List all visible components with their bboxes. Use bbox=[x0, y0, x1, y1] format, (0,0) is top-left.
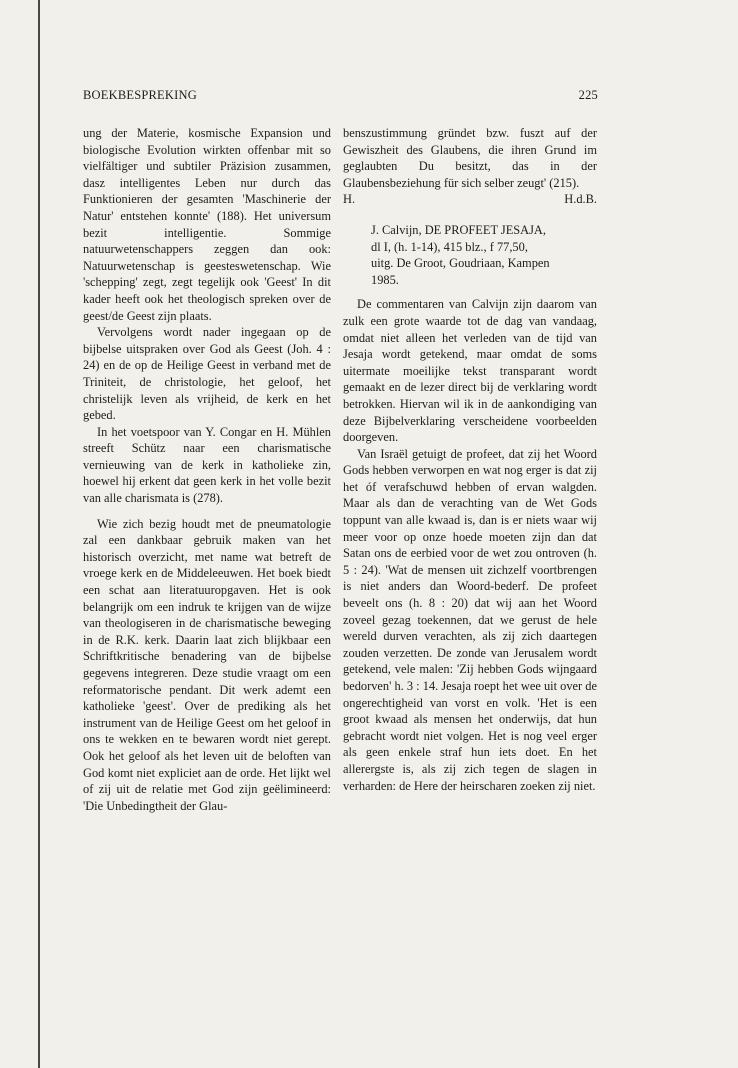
citation-line: uitg. De Groot, Goudriaan, Kampen bbox=[371, 256, 550, 271]
citation-line: J. Calvijn, DE PROFEET JESAJA, bbox=[371, 222, 546, 237]
paragraph: Wie zich bezig houdt met de pneumatologie zal een dankbaar gebruik maken van het historisch overzicht, met name wat betreft de vroege kerk en de Middeleeuwen. Het boek biedt een schat aan literatuuropgaven. Het is ook belangrijk om een indruk te krijgen van de wijze van theologiseren in de charismatische beweging in de R.K. kerk. Daarin laat zich blijkbaar een Schriftkritische benadering van de bijbelse gegevens integreren. Deze studie vraagt om een reformatorische pendant. Dit werk ademt een katholieke 'geest'. Over de prediking als het instrument van de Heilige Geest om het geloof in ons te wekken en te bewaren wordt niet gerept. Ook het geloof als het leven uit de beloften van God komt niet expliciet aan de orde. Het lijkt wel of zij uit de relatie met God zijn geëlimineerd: 'Die Unbedingtheit der Glau- bbox=[83, 516, 331, 813]
paragraph: benszustimmung gründet bzw. fuszt auf der Gewiszheit des Glaubens, die ihren Grund im geglaubten Du besitzt, das in der Glaubensbeziehung für sich selber zeugt' (215). bbox=[343, 126, 597, 190]
page-number: 225 bbox=[578, 88, 598, 102]
signature-initial: H. bbox=[343, 192, 356, 207]
paragraph: ung der Materie, kosmische Expansion und biologische Evolution wirkten offenbar mit so vielfältiger und subtiler Präzision zusammen, dasz intelligentes Leben nur durch das Funktionieren der gesamten 'Maschinerie der Natur' entstehen konnte' (188). Het universum bezit intelligentie. Sommige natuurwetenschappers zeggen dan ook: Natuurwetenschap is geesteswetenschap. Wie 'schepping' zegt, zegt tegelijk ook 'Geest' In dit kader heeft ook het theologisch spreken over de geest/de Geest zijn plaats. bbox=[83, 126, 331, 323]
review-signature bbox=[343, 191, 597, 208]
scan-margin-line bbox=[38, 0, 40, 1068]
book-citation bbox=[343, 222, 597, 288]
paragraph: De commentaren van Calvijn zijn daarom van zulk een grote waarde tot de dag van vandaag, omdat niet alleen het verleden van de tijd van Jesaja wordt getekend, maar omdat de soms uitermate moeilijke tekst transparant wordt gemaakt en de lezer direct bij de verklaring wordt betrokken. Hiervan wil ik in de aankondiging van deze Bijbelverklaring verscheidene voorbeelden doorgeven. bbox=[343, 297, 597, 445]
left-column bbox=[83, 125, 331, 814]
paragraph: Van Israël getuigt de profeet, dat zij het Woord Gods hebben verworpen en wat nog erger is dat zij het óf verafschuwd hebben of ervan walgden. Maar als dan de verachting van de Wet Gods toppunt van alle kwaad is, dan is er niets waar wij meer voor op onze hoede moeten zijn dan dat Satan ons de eerbied voor de wet zou ontroven (h. 5 : 24). 'Wat de mensen uit zichzelf voortbrengen is niet anders dan Woord-bederf. De profeet beveelt ons (h. 8 : 20) dat wij aan het Woord zoveel gezag toekennen, dat we gerust de hele wereld durven verachten, als zij zich daartegen zouden verzetten. De zonde van Jerusalem wordt getekend, vele malen: 'Zij hebben Gods wijngaard bedorven' h. 3 : 14. Jesaja roept het wee uit over de ongerechtigheid van vorst en volk. 'Het is een groot kwaad als mensen het onderwijs, dat hun gebracht wordt niet volgen. Het is nog veel erger als geen enkele straf hun iets doet. En het allerergste is, als zij zich tegen de slagen in verharden: de Here der heirscharen zoeken zij niet. bbox=[343, 446, 597, 793]
right-column bbox=[343, 125, 597, 794]
paragraph: Vervolgens wordt nader ingegaan op de bijbelse uitspraken over God als Geest (Joh. 4 : 24) en de op de Heilige Geest in verband met de Triniteit, de christologie, het geloof, het christelijk leven als vrijheid, de kerk en het gebed. bbox=[83, 325, 331, 423]
running-head: BOEKBESPREKING bbox=[83, 88, 197, 102]
reviewer-initials: H.d.B. bbox=[564, 192, 597, 207]
paragraph: In het voetspoor van Y. Congar en H. Mühlen streeft Schütz naar een charismatische vernieuwing van de kerk in katholieke zin, hoewel hij erkent dat geen kerk in het volle bezit van alle charismata is (278). bbox=[83, 424, 331, 506]
citation-line: 1985. bbox=[371, 272, 399, 287]
citation-line: dl I, (h. 1-14), 415 blz., f 77,50, bbox=[371, 239, 528, 254]
page-header bbox=[83, 88, 598, 106]
